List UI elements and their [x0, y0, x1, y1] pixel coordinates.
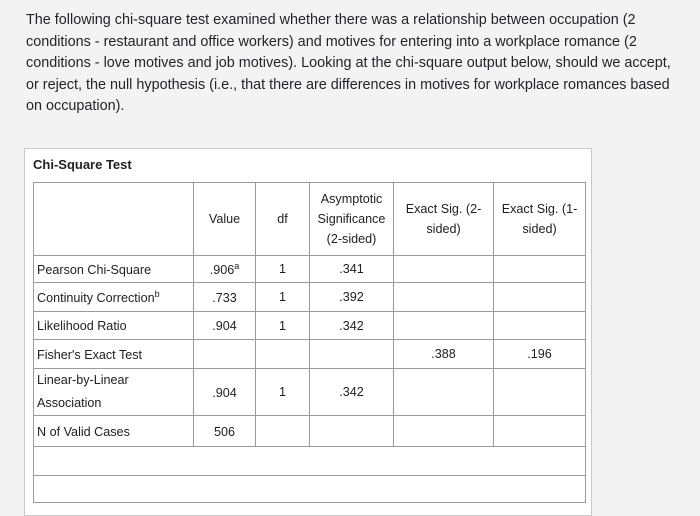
empty-cell	[34, 476, 586, 503]
cell-exact1	[494, 369, 586, 416]
cell-df: 1	[256, 283, 310, 312]
cell-value: .904	[194, 369, 256, 416]
cell-exact1	[494, 312, 586, 340]
cell-value: .733	[194, 283, 256, 312]
header-blank	[34, 183, 194, 256]
question-text: The following chi-square test examined whether there was a relationship between occupation (2 conditions - restaurant and office workers) and motives for entering into a workplace romance (2 conditions - love motives and job motives). Looking at the chi-square output below, should we accept, or reject, the null hypothesis (i.e., that there are differences in motives for workplace romances based on occupation).	[26, 12, 671, 114]
table-title: Chi-Square Test	[33, 157, 132, 172]
row-label: Likelihood Ratio	[34, 312, 194, 340]
cell-df: 1	[256, 369, 310, 416]
cell-df	[256, 340, 310, 369]
cell-value	[194, 340, 256, 369]
cell-exact1	[494, 416, 586, 447]
header-df: df	[256, 183, 310, 256]
cell-asymp	[310, 416, 394, 447]
cell-value: .904	[194, 312, 256, 340]
header-exact-sig-2-sided: Exact Sig. (2-sided)	[394, 183, 494, 256]
cell-exact1	[494, 283, 586, 312]
row-label: Linear-by-Linear Association	[34, 369, 194, 416]
cell-exact2	[394, 283, 494, 312]
table-row-empty	[34, 476, 586, 503]
row-label: Continuity Correction$^b$	[34, 283, 194, 312]
header-asymptotic-significance: Asymptotic Significance (2-sided)	[310, 183, 394, 256]
table-row-likelihood	[34, 312, 586, 340]
cell-df	[256, 416, 310, 447]
cell-asymp: .392	[310, 283, 394, 312]
header-value: Value	[194, 183, 256, 256]
cell-value: .906$^a$	[194, 256, 256, 283]
table-row-n-valid	[34, 416, 586, 447]
header-row	[34, 183, 586, 256]
table-row-linear	[34, 369, 586, 416]
header-exact-sig-1-sided: Exact Sig. (1-sided)	[494, 183, 586, 256]
table-row-continuity	[34, 283, 586, 312]
empty-cell	[34, 447, 586, 476]
cell-exact2	[394, 256, 494, 283]
table-row-fisher	[34, 340, 586, 369]
row-label: Pearson Chi-Square	[34, 256, 194, 283]
cell-exact1: .196	[494, 340, 586, 369]
cell-exact2	[394, 312, 494, 340]
cell-asymp: .342	[310, 312, 394, 340]
cell-exact1	[494, 256, 586, 283]
table-row-empty	[34, 447, 586, 476]
cell-exact2: .388	[394, 340, 494, 369]
table-row-pearson	[34, 256, 586, 283]
cell-df: 1	[256, 312, 310, 340]
chi-square-table-card	[24, 148, 592, 516]
cell-asymp: .341	[310, 256, 394, 283]
cell-df: 1	[256, 256, 310, 283]
row-label: Fisher's Exact Test	[34, 340, 194, 369]
cell-asymp	[310, 340, 394, 369]
cell-asymp: .342	[310, 369, 394, 416]
cell-value: 506	[194, 416, 256, 447]
cell-exact2	[394, 369, 494, 416]
chi-square-table	[33, 182, 586, 503]
cell-exact2	[394, 416, 494, 447]
row-label: N of Valid Cases	[34, 416, 194, 447]
